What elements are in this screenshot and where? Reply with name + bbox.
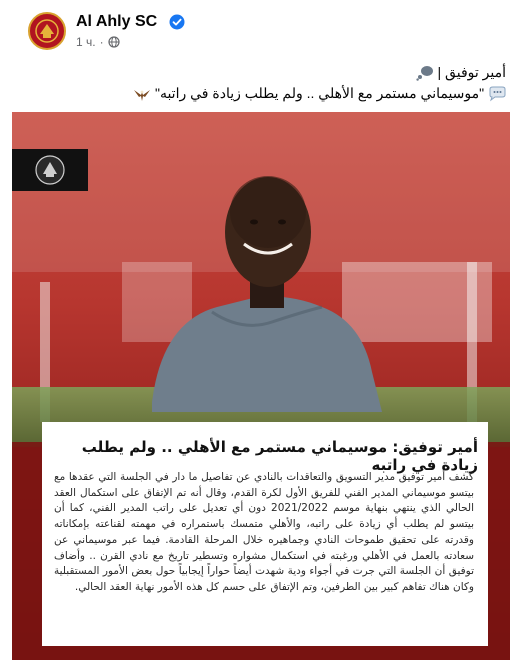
speech-bubble-icon	[488, 86, 506, 102]
post-line-2	[26, 83, 506, 104]
post-line-1	[26, 62, 506, 83]
club-logo-tag	[12, 149, 88, 191]
post-image[interactable]	[12, 112, 510, 660]
post-meta	[76, 35, 120, 49]
article-title: أمير توفيق: موسيماني مستمر مع الأهلي .. ولم يطلب زيادة في راتبه	[81, 438, 478, 474]
post-text	[26, 62, 506, 104]
post-line-1-text: أمير توفيق |	[437, 64, 506, 80]
post-line-2-text: "موسيماني مستمر مع الأهلي .. ولم يطلب زيادة في راتبه"	[154, 85, 485, 101]
globe-icon[interactable]	[108, 36, 120, 48]
article-box	[42, 422, 488, 646]
post-header	[20, 10, 500, 52]
page-avatar[interactable]	[28, 12, 66, 50]
page-name-link[interactable]: Al Ahly SC	[76, 13, 158, 30]
al-ahly-logo-icon	[12, 149, 88, 191]
verified-badge-icon	[169, 14, 185, 30]
thought-bubble-icon	[416, 65, 434, 81]
eagle-icon	[133, 86, 151, 102]
post-time-link[interactable]: 1 ч.	[76, 35, 96, 49]
article-body: كشف أمير توفيق مدير التسويق والتعاقدات بالنادي عن تفاصيل ما دار في الجلسة التي عقدها مع بيتسو موسيماني المدير الفني للفريق الأول لكرة القدم، وقال أنه تم الإتفاق على استكمال العقد الحالي الذي ينتهي بنهاية موسم 2021/2022 دون أي تعديل على راتب المدير الفني، كما أن بيتسو لم يطلب أي زيادة على راتبه، والأهلي متمسك باستمراره في مهمته لقناعته بإمكاناته وقدرته على تحقيق طموحات النادي وجماهيره خلال المرحلة القادمة. فيما عبر موسيماني عن سعادته بالعمل في الأهلي ورغبته في استكمال مشواره وتسطير تاريخ مع نادي القرن .. وأضاف توفيق أن الجلسة التي جرت في أجواء ودية شهدت أيضاً حواراً إيجابياً حول بعض الأمور المستقبلية وكان هناك تفاهم كبير بين الطرفين، وتم الإتفاق على حسم كل هذه الأمور نهاية العقد الحالي.	[54, 471, 474, 593]
al-ahly-crest-icon	[30, 14, 64, 48]
meta-separator: ·	[99, 35, 104, 49]
